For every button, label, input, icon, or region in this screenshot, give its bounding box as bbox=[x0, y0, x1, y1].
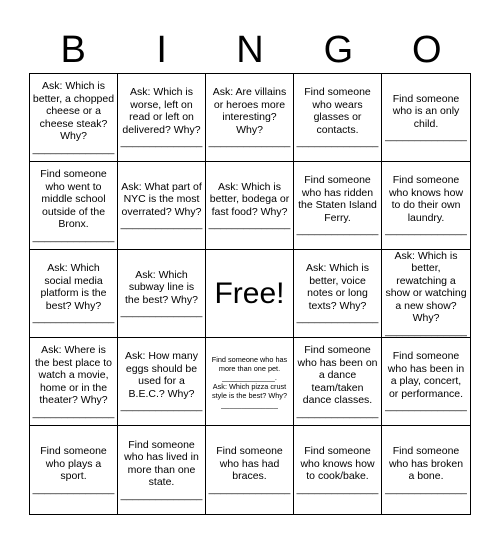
cell-text: Ask: Which is better, rewatching a show or watching a new show? Why? ______________ bbox=[385, 250, 467, 337]
cell-text: Ask: Are villains or heroes more interesting? Why? ______________ bbox=[208, 86, 291, 149]
cell-text: Find someone who knows how to cook/bake. ______________ bbox=[296, 445, 379, 495]
cell-text: Find someone who has lived in more than one state. ______________ bbox=[120, 438, 203, 501]
cell-text: Ask: How many eggs should be used for a B.E.C.? Why? ______________ bbox=[120, 350, 203, 413]
cell-text: Find someone who wears glasses or contacts. ______________ bbox=[296, 86, 379, 149]
bingo-cell-r4c3[interactable] bbox=[206, 338, 294, 426]
bingo-cell-r4c2[interactable] bbox=[118, 338, 206, 426]
bingo-cell-r2c5[interactable] bbox=[382, 162, 470, 250]
bingo-cell-r1c5[interactable] bbox=[382, 74, 470, 162]
cell-text: Ask: Where is the best place to watch a movie, home or in the theater? Why? ______________ bbox=[32, 344, 115, 419]
cell-text: Ask: Which is worse, left on read or left on delivered? Why? ______________ bbox=[120, 86, 203, 149]
cell-text: Ask: Which is better, bodega or fast food? Why? ______________ bbox=[208, 180, 291, 230]
cell-text: Find someone who has broken a bone. ______________ bbox=[385, 445, 467, 495]
bingo-board bbox=[29, 73, 471, 515]
cell-text: Find someone who knows how to do their own laundry. ______________ bbox=[385, 174, 467, 237]
header-letter-n: N bbox=[236, 29, 264, 71]
cell-text: Find someone who has been on a dance team/taken dance classes. ______________ bbox=[296, 344, 379, 419]
bingo-cell-r1c4[interactable] bbox=[294, 74, 382, 162]
cell-text: Find someone who has had braces. ______________ bbox=[208, 445, 291, 495]
bingo-cell-r3c4[interactable] bbox=[294, 250, 382, 338]
bingo-cell-r2c1[interactable] bbox=[30, 162, 118, 250]
bingo-cell-r5c4[interactable] bbox=[294, 426, 382, 514]
bingo-cell-r3c1[interactable] bbox=[30, 250, 118, 338]
header-letter-i: I bbox=[156, 29, 167, 71]
bingo-cell-r1c3[interactable] bbox=[206, 74, 294, 162]
bingo-cell-r5c3[interactable] bbox=[206, 426, 294, 514]
header-letter-b: B bbox=[60, 29, 86, 71]
cell-text: Find someone who is an only child. ______________ bbox=[385, 92, 467, 142]
cell-text: Ask: Which is better, voice notes or long texts? Why? ______________ bbox=[296, 262, 379, 325]
bingo-cell-r1c1[interactable] bbox=[30, 74, 118, 162]
bingo-cell-r1c2[interactable] bbox=[118, 74, 206, 162]
cell-text: Ask: What part of NYC is the most overrated? Why? ______________ bbox=[120, 180, 203, 230]
bingo-cell-r4c1[interactable] bbox=[30, 338, 118, 426]
bingo-cell-r5c5[interactable] bbox=[382, 426, 470, 514]
cell-text: Find someone who has more than one pet. _____________. Ask: Which pizza crust style is the best? Why? ______________ bbox=[211, 354, 288, 409]
bingo-cell-r2c3[interactable] bbox=[206, 162, 294, 250]
bingo-cell-r5c1[interactable] bbox=[30, 426, 118, 514]
bingo-cell-r2c4[interactable] bbox=[294, 162, 382, 250]
free-space-label: Free! bbox=[214, 276, 285, 310]
bingo-header bbox=[29, 28, 471, 72]
cell-text: Find someone who went to middle school outside of the Bronx. ______________ bbox=[32, 168, 115, 243]
bingo-cell-r5c2[interactable] bbox=[118, 426, 206, 514]
bingo-cell-r2c2[interactable] bbox=[118, 162, 206, 250]
cell-text: Ask: Which is better, a chopped cheese or a cheese steak? Why? ______________ bbox=[32, 80, 115, 155]
bingo-cell-r3c5[interactable] bbox=[382, 250, 470, 338]
header-letter-o: O bbox=[412, 29, 442, 71]
bingo-cell-r3c2[interactable] bbox=[118, 250, 206, 338]
cell-text: Ask: Which social media platform is the best? Why? ______________ bbox=[32, 262, 115, 325]
header-letter-g: G bbox=[323, 29, 354, 71]
bingo-cell-free[interactable] bbox=[206, 250, 294, 338]
bingo-cell-r4c4[interactable] bbox=[294, 338, 382, 426]
cell-text: Find someone who has been in a play, concert, or performance. ______________ bbox=[385, 350, 467, 413]
cell-text: Ask: Which subway line is the best? Why? ______________ bbox=[120, 268, 203, 318]
cell-text: Find someone who plays a sport. ______________ bbox=[32, 445, 115, 495]
bingo-cell-r4c5[interactable] bbox=[382, 338, 470, 426]
cell-text: Find someone who has ridden the Staten Island Ferry. ______________ bbox=[296, 174, 379, 237]
